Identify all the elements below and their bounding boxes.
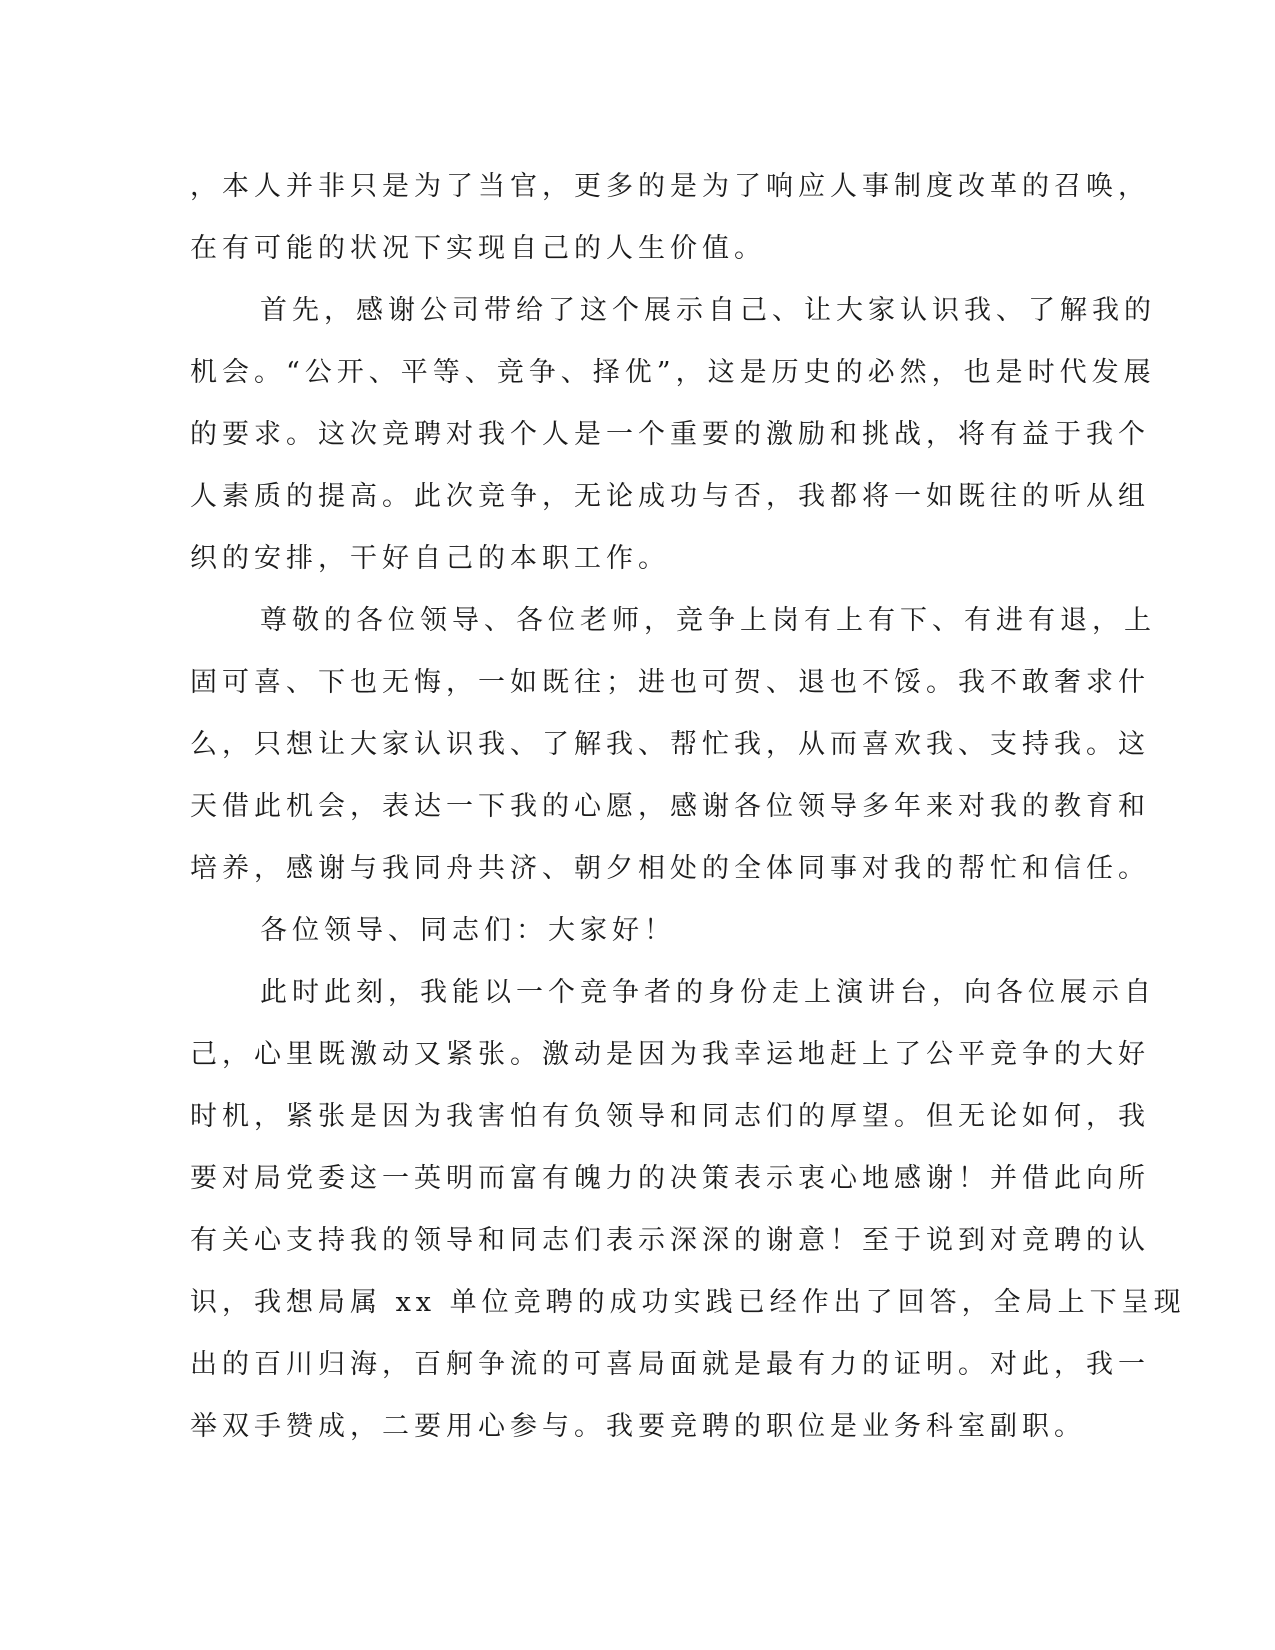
text-line: 固可喜、下也无悔，一如既往；进也可贺、退也不馁。我不敢奢求什: [190, 667, 1150, 698]
text-line: 人素质的提高。此次竞争，无论成功与否，我都将一如既往的听从组: [190, 481, 1150, 512]
text-line: 天借此机会，表达一下我的心愿，感谢各位领导多年来对我的教育和: [190, 791, 1150, 822]
text-line: 机会。“公开、平等、竞争、择优”，这是历史的必然，也是时代发展: [190, 357, 1156, 388]
paragraph-3: [190, 590, 1156, 900]
text-line: 培养，感谢与我同舟共济、朝夕相处的全体同事对我的帮忙和信任。: [190, 853, 1150, 884]
text-line: 出的百川归海，百舸争流的可喜局面就是最有力的证明。对此，我一: [190, 1349, 1150, 1380]
text-line: 有关心支持我的领导和同志们表示深深的谢意！至于说到对竞聘的认: [190, 1225, 1150, 1256]
paragraph-2: [190, 280, 1156, 590]
text-line: 举双手赞成，二要用心参与。我要竞聘的职位是业务科室副职。: [190, 1411, 1086, 1442]
paragraph-1: [190, 156, 1150, 280]
text-line: 要对局党委这一英明而富有魄力的决策表示衷心地感谢！并借此向所: [190, 1163, 1150, 1194]
text-line: 此时此刻，我能以一个竞争者的身份走上演讲台，向各位展示自: [260, 977, 1156, 1008]
text-line: 么，只想让大家认识我、了解我、帮忙我，从而喜欢我、支持我。这: [190, 729, 1150, 760]
paragraph-5: [190, 962, 1186, 1458]
text-line: 尊敬的各位领导、各位老师，竞争上岗有上有下、有进有退，上: [260, 605, 1156, 636]
text-line: 识，我想局属 xx 单位竞聘的成功实践已经作出了回答，全局上下呈现: [190, 1287, 1186, 1318]
text-line: 的要求。这次竞聘对我个人是一个重要的激励和挑战，将有益于我个: [190, 419, 1150, 450]
text-line: 首先，感谢公司带给了这个展示自己、让大家认识我、了解我的: [260, 295, 1156, 326]
paragraph-4-greeting: [190, 900, 1070, 962]
text-line: 己，心里既激动又紧张。激动是因为我幸运地赶上了公平竞争的大好: [190, 1039, 1150, 1070]
text-line: ，本人并非只是为了当官，更多的是为了响应人事制度改革的召唤，: [190, 171, 1150, 202]
text-line: 织的安排，干好自己的本职工作。: [190, 543, 670, 574]
text-line: 时机，紧张是因为我害怕有负领导和同志们的厚望。但无论如何，我: [190, 1101, 1150, 1132]
text-line: 各位领导、同志们：大家好！: [260, 915, 676, 946]
text-line: 在有可能的状况下实现自己的人生价值。: [190, 233, 766, 264]
document-body: [190, 156, 1186, 1458]
